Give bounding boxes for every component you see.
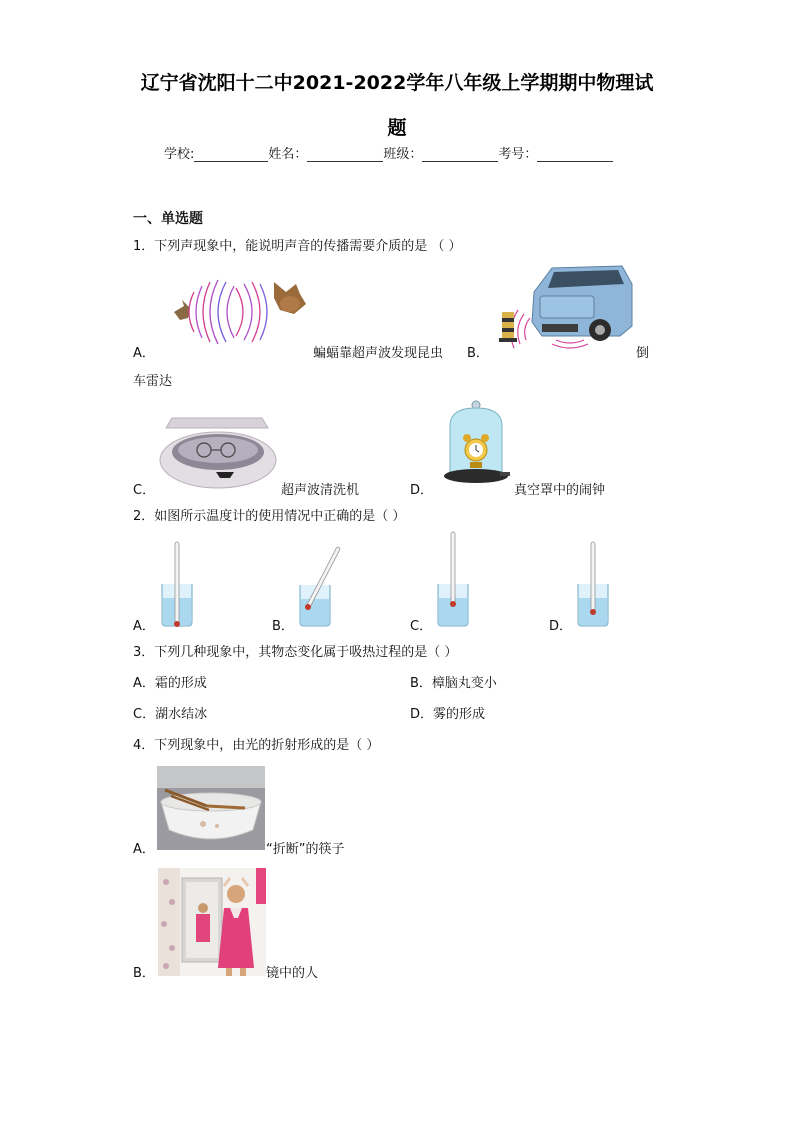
q4-option-b-label[interactable]: B． [133, 966, 155, 981]
q2-option-d-label[interactable]: D． [549, 619, 573, 634]
class-label: 班级： [383, 147, 423, 162]
q3-option-d[interactable]: D．雾的形成 [410, 707, 486, 722]
q1-option-b-text-2: 车雷达 [133, 374, 173, 389]
q3-option-a[interactable]: A．霜的形成 [133, 676, 207, 691]
page-title: 辽宁省沈阳十二中2021-2022学年八年级上学期期中物理试 [140, 72, 654, 94]
exam-no-blank[interactable] [537, 147, 613, 162]
class-blank[interactable] [422, 147, 498, 162]
thermometer-d-image [574, 538, 612, 628]
q1-option-b-label[interactable]: B． [467, 346, 489, 361]
school-label: 学校: [164, 147, 195, 162]
page-title-continued: 题 [387, 117, 407, 139]
car-parking-radar-image [496, 262, 638, 354]
q1-option-c-text: 超声波清洗机 [281, 483, 360, 498]
q3-stem: 3．下列几种现象中，其物态变化属于吸热过程的是（ ） [133, 645, 458, 660]
section-title: 一、单选题 [133, 211, 203, 227]
thermometer-a-image [158, 538, 196, 628]
bat-ultrasound-image [170, 270, 310, 352]
q2-option-c-label[interactable]: C． [410, 619, 433, 634]
q1-option-d-label[interactable]: D． [410, 483, 434, 498]
q1-option-c-label[interactable]: C． [133, 483, 156, 498]
q1-option-a-text: 蝙蝠靠超声波发现昆虫 [313, 346, 444, 361]
exam-no-label: 考号： [498, 147, 538, 162]
bent-chopsticks-image [157, 766, 265, 850]
q1-option-d-text: 真空罩中的闹钟 [514, 483, 606, 498]
q2-option-a-label[interactable]: A． [133, 619, 155, 634]
q2-stem: 2．如图所示温度计的使用情况中正确的是（ ） [133, 509, 406, 524]
q4-option-b-text: 镜中的人 [266, 966, 319, 981]
q3-option-b[interactable]: B．樟脑丸变小 [410, 676, 497, 691]
bell-jar-alarm-clock-image [440, 400, 512, 488]
q4-option-a-label[interactable]: A． [133, 842, 155, 857]
q3-option-c[interactable]: C．湖水结冰 [133, 707, 208, 722]
q1-stem: 1．下列声现象中，能说明声音的传播需要介质的是 （ ） [133, 239, 462, 254]
girl-mirror-image [158, 868, 266, 976]
q4-option-a-text: “折断”的筷子 [266, 842, 345, 857]
q1-option-b-text-1: 倒 [636, 346, 650, 361]
ultrasonic-cleaner-image [156, 406, 278, 492]
q4-stem: 4．下列现象中，由光的折射形成的是（ ） [133, 738, 380, 753]
q2-option-b-label[interactable]: B． [272, 619, 294, 634]
name-label: 姓名： [268, 147, 308, 162]
q1-option-a-label[interactable]: A． [133, 346, 155, 361]
thermometer-c-image [434, 530, 472, 628]
name-blank[interactable] [307, 147, 383, 162]
school-blank[interactable] [194, 147, 268, 162]
thermometer-b-image [296, 545, 344, 628]
student-info-line [164, 143, 613, 162]
